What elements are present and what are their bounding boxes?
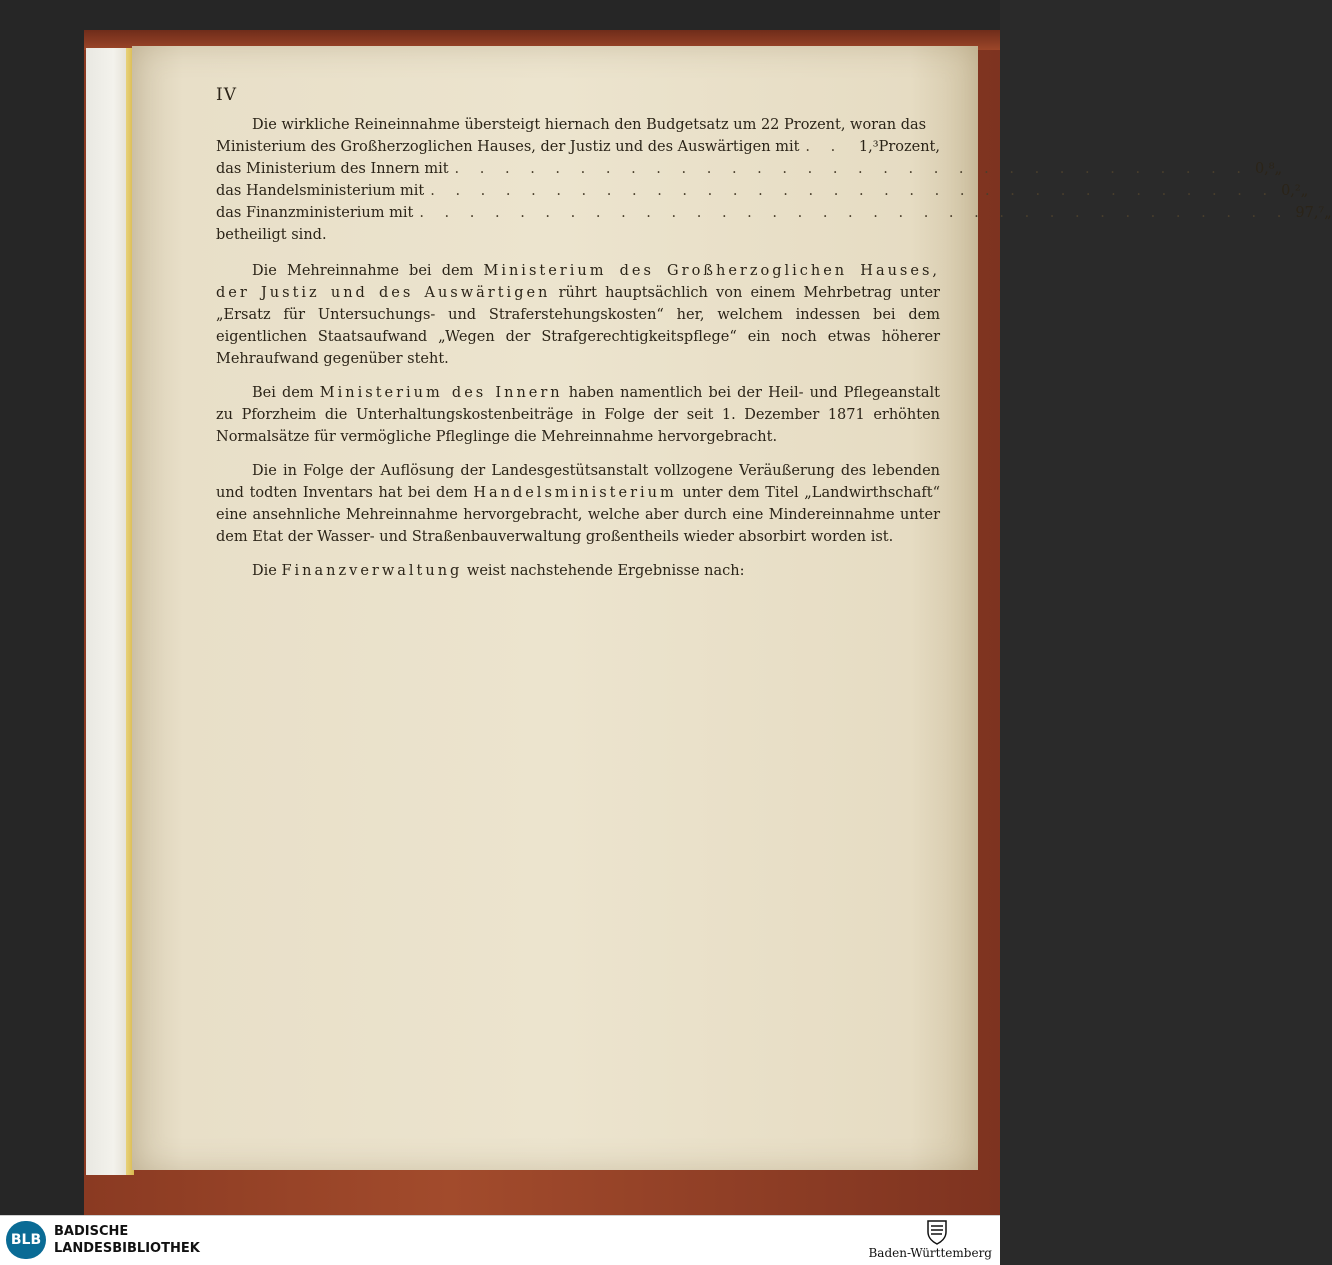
paragraph-text: Die in Folge der Auflösung der Landesgestütsanstalt vollzogene Veräußerung des lebenden und todten Inventars hat bei dem [216, 463, 940, 501]
blb-logo[interactable]: BLB [6, 1221, 46, 1259]
paragraph-text: rührt hauptsächlich von einem Mehrbetrag unter „Ersatz für Untersuchungs- und Straferstehungskosten“ her, welchem indessen bei dem eigentlichen Staatsaufwand „Wegen der Strafgerechtigkeitspflege“ ein noch etwas höherer Mehraufwand gegenüber steht. [216, 285, 940, 367]
ministry-name: Finanzverwaltung [281, 563, 463, 579]
baden-wuerttemberg-crest-icon [926, 1219, 948, 1245]
share-row-value: 97,⁷ [1295, 205, 1325, 221]
paragraph-finance [216, 560, 940, 582]
share-row-3 [216, 180, 1309, 202]
paragraph-text: unter dem Titel „Landwirthschaft“ eine ansehnliche Mehreinnahme hervorgebracht, welche aber durch eine Mindereinnahme unter dem Etat der Wasser- und Straßenbauverwaltung großentheils wieder absorbirt worden ist. [216, 485, 941, 545]
paragraph-ministry-house [216, 260, 940, 370]
share-row-label: Ministerium des Großherzoglichen Hauses, der Justiz und des Auswärtigen mit [216, 139, 800, 155]
paragraph-text: Die Mehreinnahme bei dem [252, 263, 474, 279]
blb-name-line1: BADISCHE [54, 1224, 129, 1239]
share-row-unit: „ [1324, 205, 1332, 221]
share-row-label: das Ministerium des Innern mit [216, 161, 449, 177]
dot-leader: . . . . . . . . . . . . . . . . . . . . . . . . . . . . . . . . [454, 161, 1249, 177]
share-row-label: das Handelsministerium mit [216, 183, 425, 199]
intro-end: betheiligt sind. [216, 227, 327, 243]
share-row-unit: „ [1274, 161, 1283, 177]
page-number: IV [216, 85, 237, 105]
dot-leader: . . . . . . . . . . . . . . . . . . . . . . . . . . . . . . . . . . . [419, 205, 1290, 221]
share-row-unit: „ [1300, 183, 1309, 199]
share-row-value: 1,³ [858, 139, 879, 155]
dot-leader: . . [805, 139, 844, 155]
paragraph-ministry-trade [216, 460, 940, 548]
share-row-value: 0,⁸ [1254, 161, 1275, 177]
dot-leader: . . . . . . . . . . . . . . . . . . . . . . . . . . . . . . . . . . [430, 183, 1276, 199]
blb-name-line2: LANDESBIBLIOTHEK [54, 1241, 200, 1256]
share-row-1 [216, 136, 940, 158]
viewer-footer [0, 1215, 1000, 1265]
ministry-name: Handelsministerium [473, 485, 677, 501]
paragraph-text: Die [252, 563, 277, 579]
share-row-4 [216, 202, 1332, 224]
page-text [216, 84, 1332, 594]
intro-line: Die wirkliche Reineinnahme übersteigt hiernach den Budgetsatz um 22 Prozent, woran das [252, 117, 927, 133]
share-row-2 [216, 158, 1283, 180]
baden-wuerttemberg-label[interactable]: Baden-Württemberg [868, 1246, 992, 1260]
ministry-name: Ministerium des Innern [319, 385, 563, 401]
paragraph-text: haben namentlich bei der Heil- und Pflegeanstalt zu Pforzheim die Unterhaltungskostenbeiträge in Folge der seit 1. Dezember 1871 erhöhten Normalsätze für vermögliche Pfleglinge die Mehreinnahme hervorgebracht. [216, 385, 940, 445]
paragraph-text: weist nachstehende Ergebnisse nach: [466, 563, 745, 579]
share-row-unit: Prozent, [878, 139, 940, 155]
paragraph-text: Bei dem [252, 385, 314, 401]
share-row-label: das Finanzministerium mit [216, 205, 414, 221]
share-row-value: 0,² [1281, 183, 1301, 199]
blb-library-name[interactable] [54, 1223, 200, 1257]
ministry-name: Ministerium des Großherzoglichen Hauses, der Justiz und des Auswärtigen [216, 263, 940, 301]
paragraph-ministry-interior [216, 382, 940, 448]
